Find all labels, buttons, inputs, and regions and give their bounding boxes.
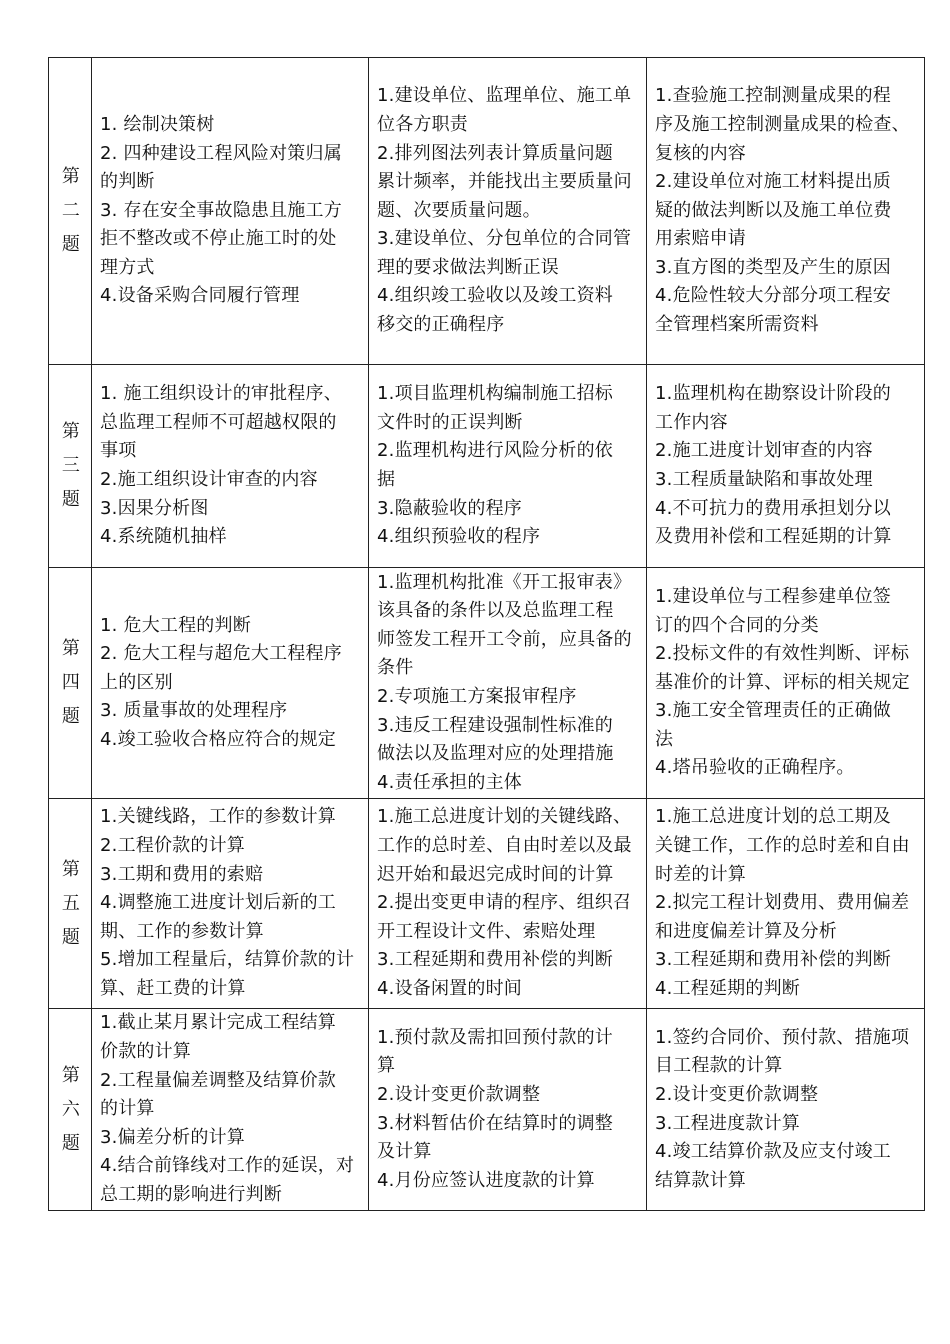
topic-cell-col1: 1.关键线路，工作的参数计算 2.工程价款的计算 3.工期和费用的索赔 4.调整施工进度计划后新的工 期、工作的参数计算 5.增加工程量后，结算价款的计 算、赶工费的计算 [92,799,369,1009]
topic-cell-col1: 1. 绘制决策树 2. 四种建设工程风险对策归属 的判断 3. 存在安全事故隐患且施工方 拒不整改或不停止施工时的处 理方式 4.设备采购合同履行管理 [92,58,369,365]
topic-cell-col3: 1.监理机构在勘察设计阶段的 工作内容 2.施工进度计划审查的内容 3.工程质量缺陷和事故处理 4.不可抗力的费用承担划分以 及费用补偿和工程延期的计算 [647,365,925,568]
topic-cell-col2: 1.监理机构批准《开工报审表》 该具备的条件以及总监理工程 师签发工程开工令前，应具备的 条件 2.专项施工方案报审程序 3.违反工程建设强制性标准的 做法以及监理对应的处理措施 4.责任承担的主体 [369,568,647,799]
question-label: 第 三 题 [49,365,92,568]
exam-topics-table [48,57,925,1211]
table-row [49,58,925,365]
topic-cell-col3: 1.施工总进度计划的总工期及 关键工作，工作的总时差和自由 时差的计算 2.拟完工程计划费用、费用偏差 和进度偏差计算及分析 3.工程延期和费用补偿的判断 4.工程延期的判断 [647,799,925,1009]
question-label: 第 二 题 [49,58,92,365]
table-row [49,799,925,1009]
topic-cell-col1: 1. 危大工程的判断 2. 危大工程与超危大工程程序 上的区别 3. 质量事故的处理程序 4.竣工验收合格应符合的规定 [92,568,369,799]
topic-cell-col3: 1.签约合同价、预付款、措施项 目工程款的计算 2.设计变更价款调整 3.工程进度款计算 4.竣工结算价款及应支付竣工 结算款计算 [647,1009,925,1211]
topic-cell-col1: 1. 施工组织设计的审批程序、 总监理工程师不可超越权限的 事项 2.施工组织设计审查的内容 3.因果分析图 4.系统随机抽样 [92,365,369,568]
question-label: 第 五 题 [49,799,92,1009]
table-row [49,1009,925,1211]
topic-cell-col3: 1.查验施工控制测量成果的程 序及施工控制测量成果的检查、 复核的内容 2.建设单位对施工材料提出质 疑的做法判断以及施工单位费 用索赔申请 3.直方图的类型及产生的原因 4.危险性较大分部分项工程安 全管理档案所需资料 [647,58,925,365]
topic-cell-col2: 1.建设单位、监理单位、施工单 位各方职责 2.排列图法列表计算质量问题 累计频率，并能找出主要质量问 题、次要质量问题。 3.建设单位、分包单位的合同管 理的要求做法判断正误 4.组织竣工验收以及竣工资料 移交的正确程序 [369,58,647,365]
table-row [49,365,925,568]
topic-cell-col2: 1.施工总进度计划的关键线路、 工作的总时差、自由时差以及最 迟开始和最迟完成时间的计算 2.提出变更申请的程序、组织召 开工程设计文件、索赔处理 3.工程延期和费用补偿的判断 4.设备闲置的时间 [369,799,647,1009]
topic-cell-col3: 1.建设单位与工程参建单位签 订的四个合同的分类 2.投标文件的有效性判断、评标 基准价的计算、评标的相关规定 3.施工安全管理责任的正确做 法 4.塔吊验收的正确程序。 [647,568,925,799]
topic-cell-col2: 1.项目监理机构编制施工招标 文件时的正误判断 2.监理机构进行风险分析的依 据 3.隐蔽验收的程序 4.组织预验收的程序 [369,365,647,568]
topic-cell-col1: 1.截止某月累计完成工程结算 价款的计算 2.工程量偏差调整及结算价款 的计算 3.偏差分析的计算 4.结合前锋线对工作的延误，对 总工期的影响进行判断 [92,1009,369,1211]
topic-cell-col2: 1.预付款及需扣回预付款的计 算 2.设计变更价款调整 3.材料暂估价在结算时的调整 及计算 4.月份应签认进度款的计算 [369,1009,647,1211]
question-label: 第 四 题 [49,568,92,799]
table-row [49,568,925,799]
question-label: 第 六 题 [49,1009,92,1211]
